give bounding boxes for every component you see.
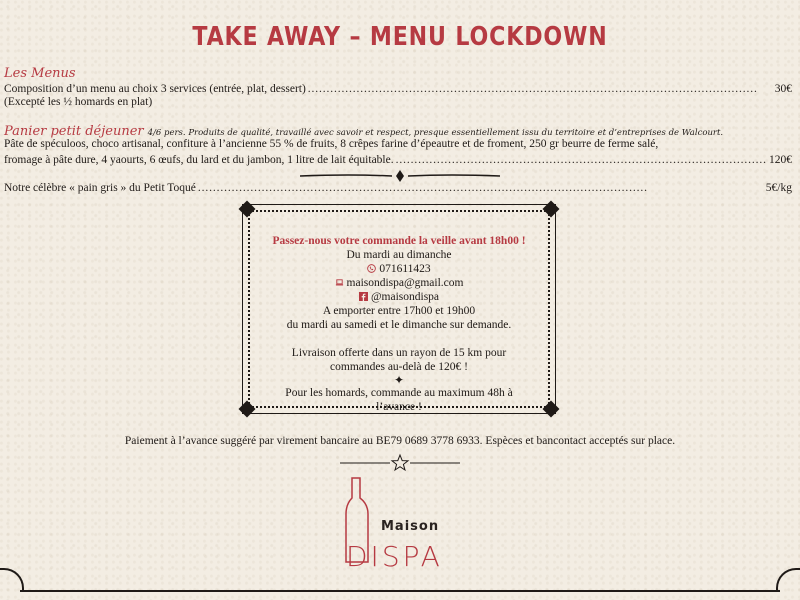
panier-line-1: Pâte de spéculoos, choco artisanal, confiture à l’ancienne 55 % de fruits, 8 crêpes farine d’épeautre et de froment, 250 gr beurre de ferme salé, [4,138,659,150]
delivery-line-2: commandes au-delà de 120€ ! [330,361,468,373]
phone-number: 071611423 [379,263,431,275]
pain-price: 5€/kg [765,182,792,194]
leader-dots [198,181,764,195]
order-info-box [248,210,550,413]
leader-dots [396,153,767,167]
facebook-icon [359,292,368,301]
panier-note: 4/6 pers. Produits de qualité, travaillé avec savoir et respect, presque essentiellement issu du territoire et d’entreprises de Walcourt. [147,128,724,138]
leader-dots [308,82,773,96]
payment-info: Paiement à l’avance suggéré par virement bancaire au BE79 0689 3778 6933. Espèces et bancontact acceptés sur place. [124,435,676,447]
pickup-hours: A emporter entre 17h00 et 19h00 [322,305,476,317]
lobster-line-2: l’avance ! [376,401,422,413]
pain-line [4,181,792,195]
laptop-icon [335,278,344,287]
lobster-line-1: Pour les homards, commande au maximum 48h à [285,387,513,399]
order-headline: Passez-nous votre commande la veille avant 18h00 ! [272,235,526,247]
email-row[interactable] [250,276,548,290]
facebook-row[interactable] [250,290,548,304]
spacer [250,332,548,346]
phone-icon [367,264,376,273]
menu-description: Composition d’un menu au choix 3 services (entrée, plat, dessert) [4,83,306,95]
frame-bottom-border [20,590,780,592]
pickup-days: du mardi au samedi et le dimanche sur demande. [286,319,512,331]
delivery-line-1: Livraison offerte dans un rayon de 15 km pour [291,347,507,359]
phone-row[interactable] [250,262,548,276]
panier-line-2 [4,153,792,167]
menus-heading: Les Menus [4,66,76,81]
sparkle-icon: ✦ [393,373,405,387]
panier-price: 120€ [769,154,792,166]
logo-maison: Maison [381,519,440,534]
email-address: maisondispa@gmail.com [346,277,464,289]
logo-dispa: DISPA [346,540,443,573]
menu-price: 30€ [774,83,792,95]
pain-description: Notre célèbre « pain gris » du Petit Toqué [4,182,196,194]
page-title: TAKE AWAY – MENU LOCKDOWN [192,22,608,52]
panier-line-2-text: fromage à pâte dure, 4 yaourts, 6 œufs, du lard et du jambon, 1 litre de lait équitable. [4,154,394,166]
menu-exception: (Excepté les ½ homards en plat) [4,96,153,108]
opening-days: Du mardi au dimanche [346,249,452,261]
menu-line [4,82,792,96]
facebook-handle: @maisondispa [370,291,440,303]
panier-heading: Panier petit déjeuner [4,124,144,139]
star-divider [340,452,460,472]
